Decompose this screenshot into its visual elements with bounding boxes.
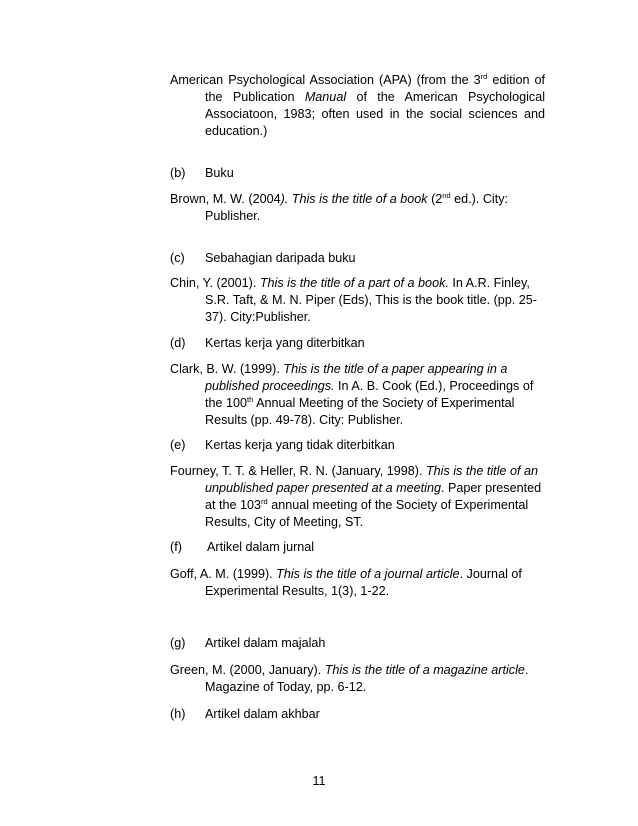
- ref-italic: This is the title of a journal article: [276, 567, 460, 581]
- heading-text: Artikel dalam akhbar: [205, 707, 320, 721]
- ref-italic: This is the title of a part of a book.: [259, 276, 449, 290]
- ref-text: Fourney, T. T. & Heller, R. N. (January, 1998).: [170, 464, 426, 478]
- ref-text: (2: [427, 192, 443, 206]
- heading-e: [170, 437, 395, 454]
- heading-c: [170, 250, 356, 267]
- reference-brown: [170, 191, 545, 225]
- reference-green: [170, 662, 545, 696]
- ref-text: annual meeting of the Society of Experimental Results, City of Meeting, ST.: [205, 498, 529, 529]
- ref-text: American Psychological Association (APA) (from the 3: [170, 73, 481, 87]
- ref-italic: ). This is the title of a book: [280, 192, 428, 206]
- heading-d: [170, 335, 365, 352]
- ref-italic: This is the title of an unpublished paper presented at a meeting: [205, 464, 538, 495]
- ref-italic: This is the title of a paper appearing in a published proceedings.: [205, 362, 508, 393]
- reference-fourney: [170, 463, 545, 531]
- heading-label: (c): [170, 251, 185, 265]
- ref-text: . Journal of Experimental Results, 1(3), 1-22.: [205, 567, 522, 598]
- ref-superscript: rd: [480, 71, 488, 81]
- heading-label: (d): [170, 336, 186, 350]
- ref-italic: This is the title of a magazine article: [324, 663, 525, 677]
- heading-label: (f): [170, 540, 182, 554]
- ref-text: Green, M. (2000, January).: [170, 663, 325, 677]
- heading-f: [170, 539, 314, 556]
- reference-chin: [170, 275, 545, 326]
- heading-text: Artikel dalam majalah: [205, 636, 326, 650]
- heading-label: (e): [170, 438, 186, 452]
- ref-text: In A. B. Cook (Ed.), Proceedings of the 100: [205, 379, 534, 410]
- ref-superscript: th: [247, 394, 254, 404]
- heading-b: [170, 165, 234, 182]
- ref-superscript: nd: [442, 190, 451, 200]
- ref-text: . Paper presented at the 103: [205, 481, 542, 512]
- heading-label: (h): [170, 707, 186, 721]
- heading-text: Sebahagian daripada buku: [205, 251, 356, 265]
- heading-text: Kertas kerja yang tidak diterbitkan: [205, 438, 395, 452]
- page-number: 11: [312, 774, 326, 788]
- ref-text: In A.R. Finley, S.R. Taft, & M. N. Piper (Eds), This is the book title. (pp. 25-37). City:Publisher.: [205, 276, 537, 324]
- reference-apa: [170, 72, 545, 140]
- ref-italic: Manual: [304, 90, 347, 104]
- reference-clark: [170, 361, 545, 429]
- reference-goff: [170, 566, 545, 600]
- ref-text: ed.). City: Publisher.: [205, 192, 509, 223]
- heading-text: Artikel dalam jurnal: [207, 540, 315, 554]
- ref-text: Clark, B. W. (1999).: [170, 362, 284, 376]
- heading-text: Kertas kerja yang diterbitkan: [205, 336, 365, 350]
- heading-label: (b): [170, 166, 186, 180]
- ref-text: . Magazine of Today, pp. 6-12.: [205, 663, 529, 694]
- heading-text: Buku: [205, 166, 234, 180]
- ref-text: Annual Meeting of the Society of Experimental Results (pp. 49-78). City: Publisher.: [205, 396, 515, 427]
- heading-label: (g): [170, 636, 186, 650]
- ref-text: Chin, Y. (2001).: [170, 276, 260, 290]
- heading-g: [170, 635, 325, 652]
- ref-superscript: rd: [261, 496, 268, 506]
- heading-h: [170, 706, 320, 723]
- ref-text: of the American Psychological Associatoon, 1983; often used in the social sciences and education.): [205, 90, 545, 138]
- ref-text: edition of the Publication: [205, 73, 545, 104]
- ref-text: Goff, A. M. (1999).: [170, 567, 277, 581]
- ref-text: Brown, M. W. (2004: [170, 192, 281, 206]
